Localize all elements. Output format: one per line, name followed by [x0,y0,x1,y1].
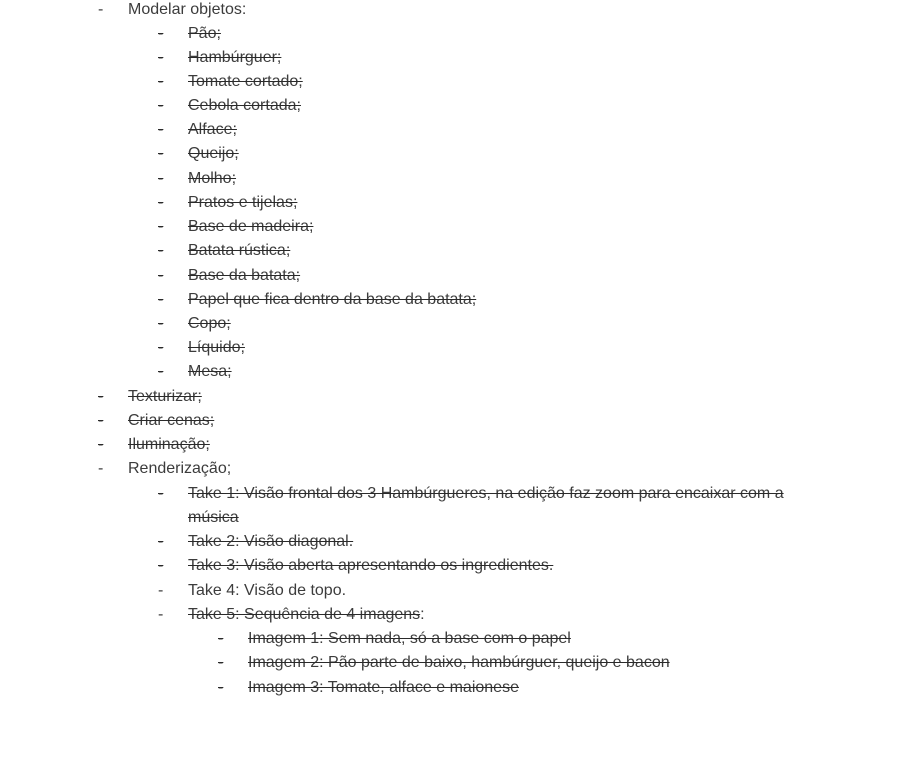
list-item-text: Criar cenas; [128,412,215,429]
bullet-dash: - [158,557,164,574]
list-item-text: Iluminação; [128,436,210,453]
bullet-dash: - [158,73,164,90]
list-item-text: Renderização; [128,460,232,477]
bullet-dash: - [158,121,164,138]
bullet-dash: - [158,242,164,259]
list-item-text: Base da batata; [188,267,301,284]
bullet-dash: - [98,1,104,18]
list-item-text: Alface; [188,121,237,138]
bullet-dash: - [158,533,164,550]
bullet-dash: - [158,49,164,66]
list-item-text: Líquido; [188,339,245,356]
bullet-dash: - [158,170,164,187]
list-item-text: Pratos e tijelas; [188,194,298,211]
list-item-text: Take 1: Visão frontal dos 3 Hambúrgueres, na edição faz zoom para encaixar com a música [188,485,784,526]
bullet-dash: - [98,460,104,477]
bullet-dash: - [158,339,164,356]
list-item-text: Take 4: Visão de topo. [188,582,347,599]
list-item-text: Mesa; [188,363,232,380]
bullet-dash: - [218,679,224,696]
list-item-text: Hambúrguer; [188,49,282,66]
list-item-text: Texturizar; [128,388,202,405]
take-5-struck-text: Take 5: Sequência de 4 imagens [188,606,421,623]
list-item-text: Copo; [188,315,231,332]
list-item-text: Imagem 1: Sem nada, só a base com o papel [248,630,571,647]
bullet-dash: - [158,315,164,332]
bullet-dash: - [158,25,164,42]
bullet-dash: - [98,388,104,405]
list-item-text: Molho; [188,170,237,187]
list-item-text: Tomate cortado; [188,73,303,90]
list-item-text: Base de madeira; [188,218,314,235]
list-item-text: Papel que fica dentro da base da batata; [188,291,477,308]
list-item-text: Cebola cortada; [188,97,301,114]
bullet-dash: - [158,194,164,211]
list-item-text: Modelar objetos: [128,1,247,18]
list-item-text [188,603,425,627]
bullet-dash: - [158,218,164,235]
list-item-text: Take 2: Visão diagonal. [188,533,354,550]
list-item-text: Pão; [188,25,221,42]
bullet-dash: - [158,267,164,284]
bullet-dash: - [158,97,164,114]
list-item-text: Imagem 2: Pão parte de baixo, hambúrguer, queijo e bacon [248,654,670,671]
bullet-dash: - [158,485,164,502]
bullet-dash: - [158,582,164,599]
bullet-dash: - [158,145,164,162]
bullet-dash: - [158,606,164,623]
take-5-suffix: : [420,606,425,623]
bullet-dash: - [158,291,164,308]
bullet-dash: - [158,363,164,380]
bullet-dash: - [218,654,224,671]
bullet-dash: - [98,412,104,429]
bullet-dash: - [218,630,224,647]
bullet-dash: - [98,436,104,453]
list-item-text: Imagem 3: Tomate, alface e maionese [248,679,519,696]
list-item-text: Batata rústica; [188,242,291,259]
list-item-text: Take 3: Visão aberta apresentando os ingredientes. [188,557,554,574]
list-item-text: Queijo; [188,145,239,162]
